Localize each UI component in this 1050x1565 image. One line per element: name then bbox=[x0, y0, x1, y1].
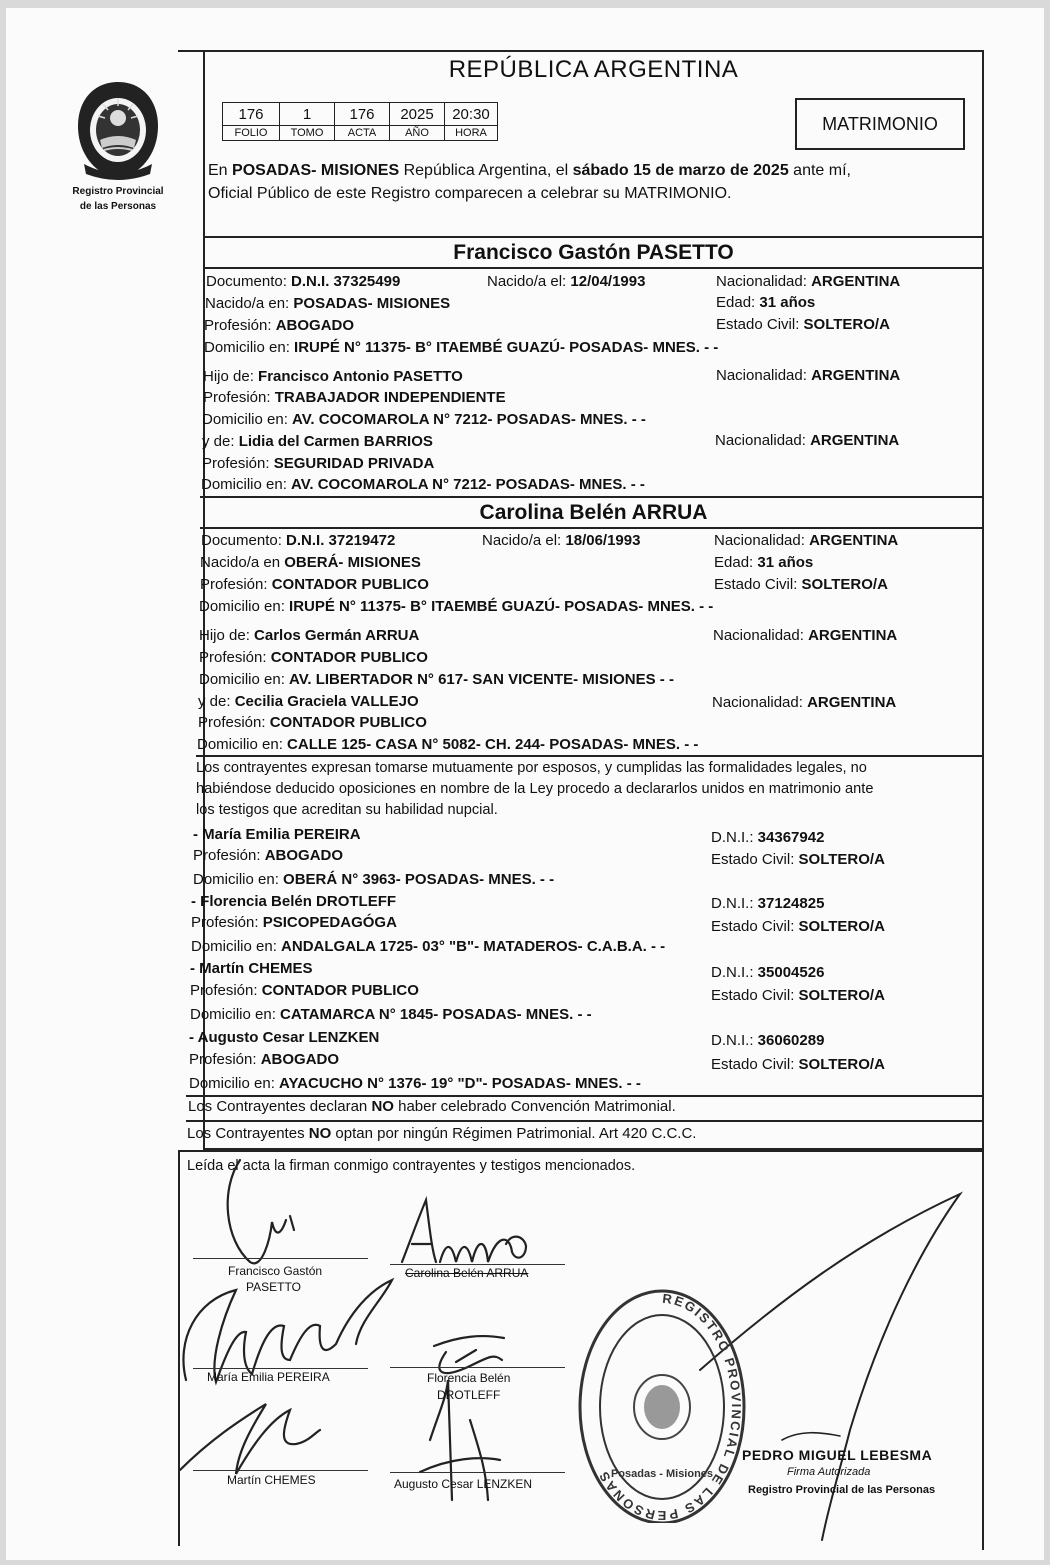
label: Estado Civil: bbox=[714, 576, 802, 593]
signature-line bbox=[390, 1264, 565, 1265]
declaration-line-1: Los contrayentes expresan tomarse mutuamente por esposos, y cumplidas las formalidades legales, no bbox=[196, 760, 867, 776]
value: ARGENTINA bbox=[811, 367, 901, 384]
label: Edad: bbox=[714, 554, 758, 571]
signature-arrua bbox=[402, 1200, 526, 1262]
value: OBERÁ N° 3963- POSADAS- MNES. - - bbox=[283, 871, 555, 888]
stamp-city: Posadas - Misiones bbox=[610, 1468, 714, 1480]
label: D.N.I.: bbox=[711, 829, 758, 846]
label: Profesión: bbox=[199, 649, 271, 666]
signature-line bbox=[390, 1367, 565, 1368]
value: D.N.I. 37219472 bbox=[286, 532, 396, 549]
folio-value: 176 bbox=[223, 103, 280, 126]
value: AV. COCOMAROLA N° 7212- POSADAS- MNES. - - bbox=[291, 476, 645, 493]
sig-caption-drotleff-1: Florencia Belén bbox=[427, 1371, 511, 1385]
label: Profesión: bbox=[200, 576, 272, 593]
anio-value: 2025 bbox=[390, 103, 445, 126]
signature-pasetto bbox=[228, 1160, 294, 1263]
value: Cecilia Graciela VALLEJO bbox=[234, 693, 419, 710]
closing-text: Leída el acta la firman conmigo contrayentes y testigos mencionados. bbox=[187, 1158, 636, 1174]
value: Lidia del Carmen BARRIOS bbox=[238, 433, 433, 450]
text: haber celebrado Convención Matrimonial. bbox=[393, 1098, 676, 1115]
label: Nacido/a en bbox=[200, 554, 285, 571]
label: Nacido/a el: bbox=[487, 273, 571, 290]
officer-role: Firma Autorizada bbox=[787, 1466, 871, 1478]
label: Nacido/a en: bbox=[205, 295, 294, 312]
label: y de: bbox=[198, 693, 235, 710]
officer-name: PEDRO MIGUEL LEBESMA bbox=[742, 1447, 933, 1463]
tomo-value: 1 bbox=[280, 103, 335, 126]
label: Estado Civil: bbox=[711, 987, 799, 1004]
signature-line bbox=[193, 1470, 368, 1471]
label: Estado Civil: bbox=[716, 316, 804, 333]
intro-text: República Argentina, el bbox=[399, 162, 573, 179]
text: Los Contrayentes bbox=[187, 1125, 309, 1142]
sig-caption-pereira: María Emilia PEREIRA bbox=[207, 1370, 330, 1384]
logo-caption-2: de las Personas bbox=[79, 201, 157, 212]
intro-line-2: Oficial Público de este Registro comparecen a celebrar su MATRIMONIO. bbox=[208, 185, 732, 202]
signature-line bbox=[193, 1258, 368, 1259]
value: ARGENTINA bbox=[810, 432, 900, 449]
label: Profesión: bbox=[204, 317, 276, 334]
label: Profesión: bbox=[191, 914, 263, 931]
label: y de: bbox=[202, 433, 239, 450]
intro-place: POSADAS- MISIONES bbox=[232, 162, 400, 179]
witness-4-name: - Augusto Cesar LENZKEN bbox=[189, 1029, 380, 1046]
hora-value: 20:30 bbox=[445, 103, 498, 126]
label: Domicilio en: bbox=[201, 476, 292, 493]
label: Nacionalidad: bbox=[712, 694, 808, 711]
declaration-line-3: los testigos que acreditan su habilidad nupcial. bbox=[196, 802, 498, 818]
officer-office: Registro Provincial de las Personas bbox=[748, 1484, 936, 1496]
label: Profesión: bbox=[203, 389, 275, 406]
label: Domicilio en: bbox=[197, 736, 288, 753]
label: Nacionalidad: bbox=[714, 532, 810, 549]
sig-caption-drotleff-2: DROTLEFF bbox=[437, 1388, 501, 1402]
value: IRUPÉ N° 11375- B° ITAEMBÉ GUAZÚ- POSADAS- MNES. - - bbox=[289, 598, 714, 615]
page-title: REPÚBLICA ARGENTINA bbox=[448, 56, 739, 83]
value: 31 años bbox=[759, 294, 816, 311]
label: Domicilio en: bbox=[199, 598, 290, 615]
label: Estado Civil: bbox=[711, 1056, 799, 1073]
value: OBERÁ- MISIONES bbox=[284, 554, 421, 571]
emphasis: NO bbox=[308, 1125, 332, 1142]
value: SOLTERO/A bbox=[798, 987, 885, 1004]
value: CATAMARCA N° 1845- POSADAS- MNES. - - bbox=[280, 1006, 592, 1023]
signature-pereira bbox=[183, 1280, 392, 1382]
value: AV. COCOMAROLA N° 7212- POSADAS- MNES. - - bbox=[292, 411, 646, 428]
sig-caption-arrua: Carolina Belén ARRUA bbox=[405, 1266, 529, 1280]
label: Profesión: bbox=[189, 1051, 261, 1068]
sig-caption-lenzken: Augusto Cesar LENZKEN bbox=[394, 1477, 533, 1491]
registry-stamp bbox=[572, 1283, 752, 1523]
value: ARGENTINA bbox=[808, 627, 898, 644]
value: SOLTERO/A bbox=[803, 316, 890, 333]
value: 34367942 bbox=[757, 829, 825, 846]
signature-officer-stroke bbox=[782, 1433, 840, 1440]
label: Documento: bbox=[206, 273, 292, 290]
label: Documento: bbox=[201, 532, 287, 549]
acta-value: 176 bbox=[335, 103, 390, 126]
sig-caption-chemes: Martín CHEMES bbox=[227, 1473, 316, 1487]
label: Profesión: bbox=[193, 847, 265, 864]
value: POSADAS- MISIONES bbox=[293, 295, 451, 312]
record-type: MATRIMONIO bbox=[795, 98, 965, 150]
label: Nacionalidad: bbox=[715, 432, 811, 449]
text: optan por ningún Régimen Patrimonial. Art 420 C.C.C. bbox=[331, 1125, 697, 1142]
tomo-label: TOMO bbox=[280, 126, 335, 141]
value: ABOGADO bbox=[275, 317, 355, 334]
label: Profesión: bbox=[202, 455, 274, 472]
label: Edad: bbox=[716, 294, 760, 311]
sig-caption-pasetto-1: Francisco Gastón bbox=[228, 1264, 323, 1278]
folio-label: FOLIO bbox=[223, 126, 280, 141]
value: Francisco Antonio PASETTO bbox=[258, 368, 463, 385]
acta-label: ACTA bbox=[335, 126, 390, 141]
value: 37124825 bbox=[757, 895, 825, 912]
label: Nacionalidad: bbox=[716, 367, 812, 384]
value: ABOGADO bbox=[264, 847, 344, 864]
value: 36060289 bbox=[757, 1032, 825, 1049]
value: ARGENTINA bbox=[807, 694, 897, 711]
value: TRABAJADOR INDEPENDIENTE bbox=[274, 389, 506, 406]
witness-2-name: - Florencia Belén DROTLEFF bbox=[191, 893, 397, 910]
value: AYACUCHO N° 1376- 19° "D"- POSADAS- MNES. - - bbox=[279, 1075, 641, 1092]
label: Domicilio en: bbox=[204, 339, 295, 356]
value: SOLTERO/A bbox=[798, 918, 885, 935]
label: D.N.I.: bbox=[711, 1032, 758, 1049]
value: PSICOPEDAGÓGA bbox=[262, 914, 397, 931]
label: Estado Civil: bbox=[711, 851, 799, 868]
label: Hijo de: bbox=[203, 368, 259, 385]
stamp-ring-text: REGISTRO PROVINCIAL DE LAS PERSONAS bbox=[595, 1290, 745, 1523]
value: ARGENTINA bbox=[811, 273, 901, 290]
emphasis: NO bbox=[371, 1098, 394, 1115]
text: Los Contrayentes declaran bbox=[188, 1098, 372, 1115]
anio-label: AÑO bbox=[390, 126, 445, 141]
value: ABOGADO bbox=[260, 1051, 340, 1068]
value: Carlos Germán ARRUA bbox=[254, 627, 420, 644]
signature-line bbox=[390, 1472, 565, 1473]
spouse-1-name: Francisco Gastón PASETTO bbox=[453, 241, 734, 264]
signature-line bbox=[193, 1368, 368, 1369]
declaration-line-2: habiéndose deducido oposiciones en nombre de la Ley procedo a declararlos unidos en matrimonio ante bbox=[196, 781, 874, 797]
intro-text: ante mí, bbox=[788, 162, 851, 179]
value: D.N.I. 37325499 bbox=[291, 273, 401, 290]
value: ARGENTINA bbox=[809, 532, 899, 549]
label: Hijo de: bbox=[199, 627, 255, 644]
value: CALLE 125- CASA N° 5082- CH. 244- POSADAS- MNES. - - bbox=[287, 736, 699, 753]
witness-3-name: - Martín CHEMES bbox=[190, 960, 313, 977]
value: 12/04/1993 bbox=[570, 273, 646, 290]
spouse-2-name: Carolina Belén ARRUA bbox=[479, 501, 708, 524]
intro-text: En bbox=[208, 162, 233, 179]
label: Profesión: bbox=[198, 714, 270, 731]
logo-caption-1: Registro Provincial bbox=[72, 186, 164, 197]
value: CONTADOR PUBLICO bbox=[270, 649, 428, 666]
label: Domicilio en: bbox=[190, 1006, 281, 1023]
label: Domicilio en: bbox=[193, 871, 284, 888]
value: SEGURIDAD PRIVADA bbox=[273, 455, 435, 472]
label: Nacionalidad: bbox=[713, 627, 809, 644]
value: CONTADOR PUBLICO bbox=[261, 982, 419, 999]
signature-chemes bbox=[180, 1404, 320, 1474]
hora-label: HORA bbox=[445, 126, 498, 141]
value: CONTADOR PUBLICO bbox=[271, 576, 429, 593]
value: 31 años bbox=[757, 554, 814, 571]
label: Profesión: bbox=[190, 982, 262, 999]
witness-1-name: - María Emilia PEREIRA bbox=[193, 826, 361, 843]
sig-caption-pasetto-2: PASETTO bbox=[246, 1280, 301, 1294]
label: D.N.I.: bbox=[711, 895, 758, 912]
label: Nacionalidad: bbox=[716, 273, 812, 290]
label: Domicilio en: bbox=[189, 1075, 280, 1092]
label: Domicilio en: bbox=[191, 938, 282, 955]
value: SOLTERO/A bbox=[798, 851, 885, 868]
label: Estado Civil: bbox=[711, 918, 799, 935]
label: D.N.I.: bbox=[711, 964, 758, 981]
value: CONTADOR PUBLICO bbox=[269, 714, 427, 731]
label: Domicilio en: bbox=[199, 671, 290, 688]
value: 18/06/1993 bbox=[565, 532, 641, 549]
value: 35004526 bbox=[757, 964, 825, 981]
value: IRUPÉ N° 11375- B° ITAEMBÉ GUAZÚ- POSADAS- MNES. - - bbox=[294, 339, 719, 356]
intro-date: sábado 15 de marzo de 2025 bbox=[572, 162, 789, 179]
value: SOLTERO/A bbox=[798, 1056, 885, 1073]
value: AV. LIBERTADOR N° 617- SAN VICENTE- MISIONES - - bbox=[289, 671, 674, 688]
value: SOLTERO/A bbox=[801, 576, 888, 593]
label: Nacido/a el: bbox=[482, 532, 566, 549]
value: ANDALGALA 1725- 03° "B"- MATADEROS- C.A.B.A. - - bbox=[281, 938, 666, 955]
label: Domicilio en: bbox=[202, 411, 293, 428]
